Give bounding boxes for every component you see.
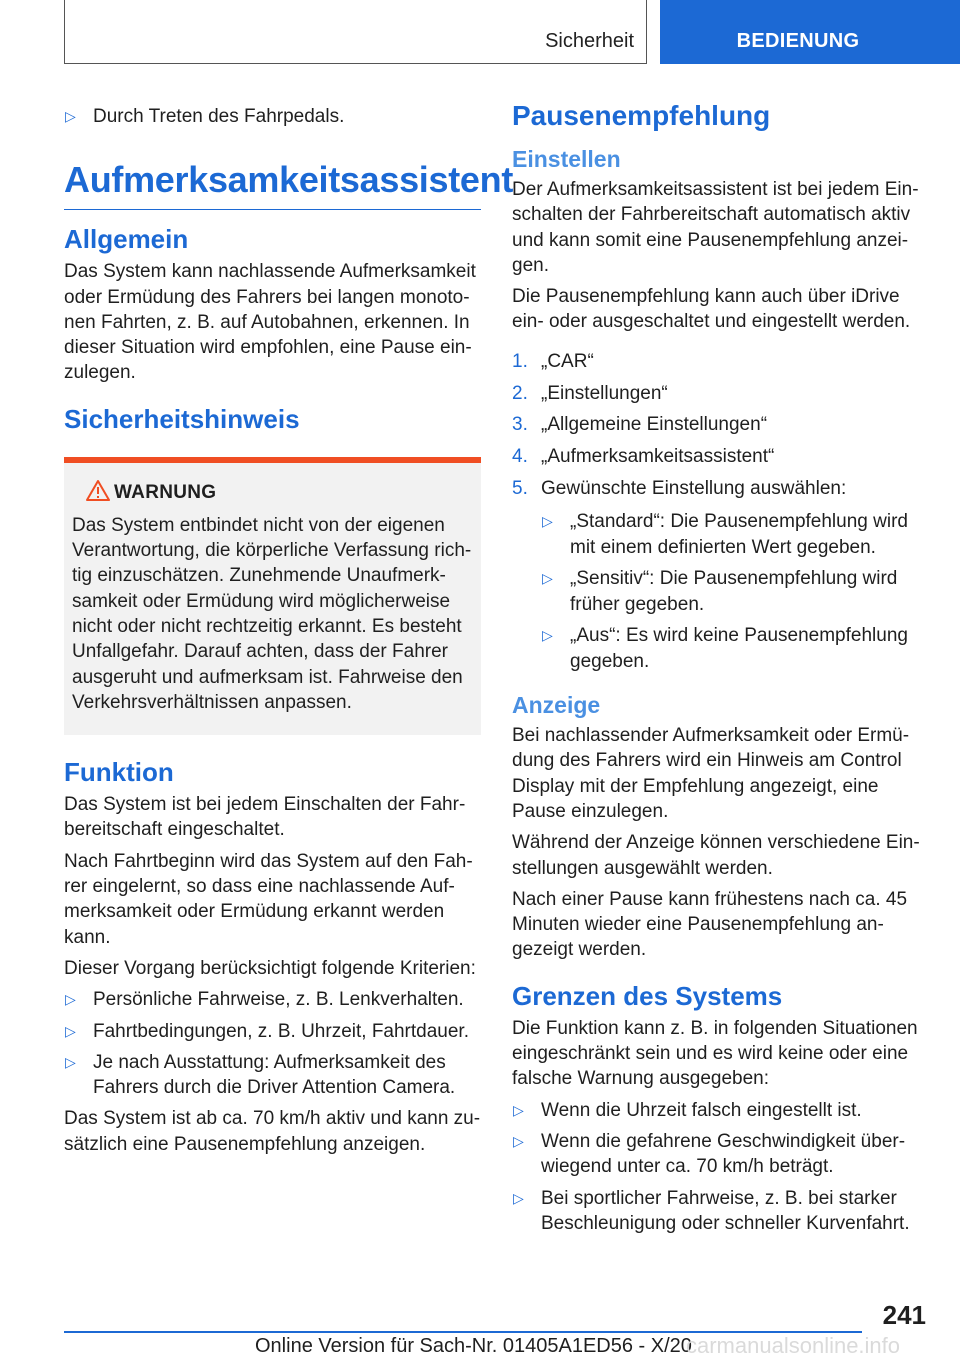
step-number: 1. bbox=[512, 350, 528, 372]
triangle-right-icon: ▷ bbox=[65, 1053, 76, 1070]
header-section-label: Sicherheit bbox=[545, 30, 634, 52]
warning-label: WARNUNG bbox=[114, 481, 217, 503]
heading-einstellen: Einstellen bbox=[512, 146, 621, 172]
header-chapter-tab[interactable] bbox=[660, 0, 960, 64]
header-section-box bbox=[64, 0, 647, 64]
anzeige-text-2: Während der Anzeige können verschiedene Einstellungen ausgewählt werden. bbox=[512, 832, 920, 879]
heading-grenzen-des-systems: Grenzen des Systems bbox=[512, 980, 783, 1011]
grenzen-list bbox=[512, 1098, 928, 1236]
section-title-pausenempfehlung: Pausenempfehlung bbox=[512, 100, 771, 131]
step-item: 1. „CAR“ bbox=[512, 349, 928, 374]
list-item: ▷ „Standard“: Die Pausenempfehlung wird mit einem definierten Wert gegeben. bbox=[542, 511, 908, 558]
header-chapter-label: BEDIENUNG bbox=[736, 30, 860, 52]
step-item: 3. „Allgemeine Einstellungen“ bbox=[512, 412, 928, 437]
triangle-right-icon: ▷ bbox=[513, 1132, 524, 1149]
footer-watermark: carmanualsonline.info bbox=[686, 1333, 901, 1358]
list-item: ▷ Durch Treten des Fahrpedals. bbox=[64, 104, 481, 129]
triangle-right-icon: ▷ bbox=[65, 991, 76, 1008]
triangle-right-icon: ▷ bbox=[513, 1101, 524, 1118]
right-column bbox=[512, 100, 928, 1242]
step-number: 4. bbox=[512, 446, 528, 468]
anzeige-text-3: Nach einer Pause kann frühestens nach ca. 45 Minuten wieder eine Pausenempfehlung angezeigt werden. bbox=[512, 888, 908, 961]
list-item: ▷ „Sensitiv“: Die Pausenempfehlung wird früher gegeben. bbox=[542, 568, 898, 615]
allgemein-text: Das System kann nachlassende Aufmerksamkeit oder Ermüdung des Fahrers bei langen monotonen Fahrten, z. B. auf Autobahnen, erkennen. In dieser Situation wird empfohlen, eine Pause einzulegen. bbox=[64, 261, 476, 384]
triangle-right-icon: ▷ bbox=[513, 1189, 524, 1206]
warning-triangle-icon bbox=[86, 479, 110, 503]
criteria-list bbox=[64, 987, 481, 1100]
step-number: 3. bbox=[512, 414, 528, 436]
step-number: 5. bbox=[512, 477, 528, 499]
page-number: 241 bbox=[882, 1300, 926, 1330]
list-item: ▷ Bei sportlicher Fahrweise, z. B. bei starker Beschleunigung oder schneller Kurvenfahrt. bbox=[513, 1187, 910, 1234]
funktion-text-1: Das System ist bei jedem Einschalten der Fahrbereitschaft eingeschaltet. bbox=[64, 794, 466, 841]
step-item: 2. „Einstellungen“ bbox=[512, 381, 928, 406]
triangle-right-icon: ▷ bbox=[65, 108, 76, 124]
heading-sicherheitshinweis: Sicherheitshinweis bbox=[64, 403, 300, 434]
funktion-text-4: Das System ist ab ca. 70 km/h aktiv und kann zusätzlich eine Pausenempfehlung anzeigen. bbox=[64, 1108, 481, 1155]
warning-header bbox=[72, 481, 473, 507]
options-list bbox=[541, 509, 928, 674]
triangle-right-icon: ▷ bbox=[542, 513, 553, 530]
triangle-right-icon: ▷ bbox=[542, 627, 553, 644]
list-item: ▷ Je nach Ausstattung: Aufmerksamkeit des Fahrers durch die Driver Attention Camera. bbox=[65, 1051, 456, 1099]
steps-list bbox=[512, 349, 928, 674]
list-item: ▷ „Aus“: Es wird keine Pausenempfehlung gegeben. bbox=[542, 625, 908, 672]
step-number: 2. bbox=[512, 382, 528, 404]
footer-online-version: Online Version für Sach-Nr. 01405A1ED56 - X/20 bbox=[255, 1335, 692, 1357]
heading-allgemein: Allgemein bbox=[64, 224, 189, 255]
grenzen-text: Die Funktion kann z. B. in folgenden Situationen eingeschränkt sein und es wird keine oder eine falsche Warnung ausgegeben: bbox=[512, 1017, 918, 1090]
heading-funktion: Funktion bbox=[64, 757, 174, 788]
triangle-right-icon: ▷ bbox=[542, 570, 553, 587]
funktion-text-2: Nach Fahrtbeginn wird das System auf den Fahrer eingelernt, so dass eine nachlassende Aufmerksamkeit oder Ermüdung erkannt werden kann. bbox=[64, 850, 473, 948]
warning-text: Das System entbindet nicht von der eigenen Verantwortung, die körperliche Verfassung richtig einzuschätzen. Zunehmende Unaufmerksamkeit oder Ermüdung wird möglicherweise nicht oder nicht rechtzeitig erkannt. Es besteht Unfallgefahr. Darauf achten, dass der Fahrer ausgeruht und aufmerksam ist. Fahrweise den Verkehrsverhältnissen anpassen. bbox=[72, 514, 472, 713]
list-item: ▷ Wenn die gefahrene Geschwindigkeit überwiegend unter ca. 70 km/h beträgt. bbox=[513, 1130, 906, 1178]
intro-list bbox=[64, 104, 481, 129]
einstellen-text-2: Die Pausenempfehlung kann auch über iDrive ein- oder ausgeschaltet und eingestellt werden. bbox=[512, 286, 911, 333]
einstellen-text-1: Der Aufmerksamkeitsassistent ist bei jedem Einschalten der Fahrbereitschaft automatisch aktiv und kann somit eine Pausenempfehlung anzeigen. bbox=[512, 179, 919, 276]
warning-box bbox=[64, 457, 481, 735]
list-item: ▷ Wenn die Uhrzeit falsch eingestellt ist. bbox=[512, 1098, 928, 1123]
step-item: 4. „Aufmerksamkeitsassistent“ bbox=[512, 444, 928, 469]
section-title-aufmerksamkeitsassistent: Aufmerksamkeitsassistent bbox=[64, 159, 481, 210]
funktion-text-3: Dieser Vorgang berücksichtigt folgende Kriterien: bbox=[64, 957, 476, 979]
list-item: ▷ Fahrtbedingungen, z. B. Uhrzeit, Fahrtdauer. bbox=[64, 1019, 481, 1044]
step-item: 5. Gewünschte Einstellung auswählen: ▷ „Standard“: Die Pausenempfehlung wird mit einem definierten Wert gegeben. ▷ „Sensitiv“: Die Pausenempfehlung wird früher gegeben. ▷ „Aus“: Es wird keine Pausenempfehlung gegeben. bbox=[512, 476, 928, 674]
triangle-right-icon: ▷ bbox=[65, 1022, 76, 1039]
anzeige-text-1: Bei nachlassender Aufmerksamkeit oder Ermüdung des Fahrers wird ein Hinweis am Control Display mit der Empfehlung angezeigt, eine Pause einzulegen. bbox=[512, 725, 910, 822]
list-item: ▷ Persönliche Fahrweise, z. B. Lenkverhalten. bbox=[64, 987, 481, 1012]
left-column bbox=[64, 100, 514, 1163]
heading-anzeige: Anzeige bbox=[512, 692, 601, 719]
